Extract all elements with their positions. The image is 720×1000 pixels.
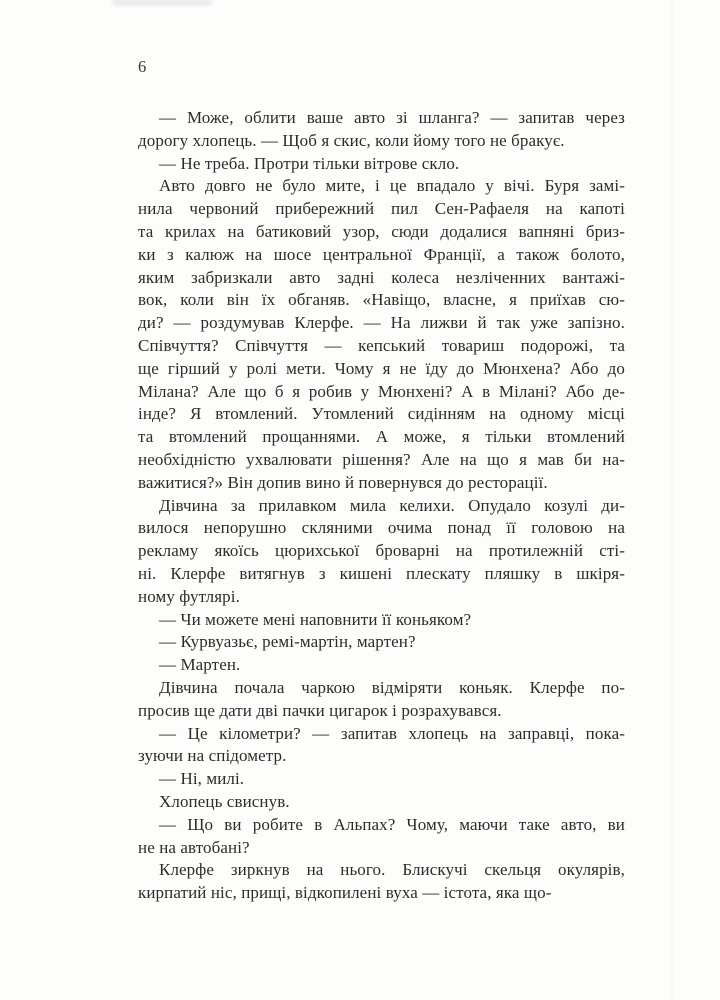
page-number: 6 [138, 57, 147, 76]
text-line: — Не треба. Протри тільки вітрове скло. [159, 153, 460, 173]
text-line: інде? Я втомлений. Утомлений сидінням на одному місці [138, 404, 625, 424]
text-line: Клерфе зиркнув на нього. Блискучі скельця окулярів, [159, 860, 625, 880]
text-line: — Мартен. [159, 655, 241, 675]
text-line: ди? — роздумував Клерфе. — На лижви й так уже запізно. [138, 313, 625, 333]
text-line: — Може, облити ваше авто зі шланга? — запитав через [159, 108, 625, 127]
text-line: — Курвуазьє, ремі-мартін, мартен? [159, 632, 416, 652]
text-line: нила червоний прибережний пил Сен-Рафаеля на капоті [138, 199, 625, 219]
text-line: Дівчина почала чаркою відміряти коньяк. Клерфе по- [159, 677, 625, 697]
text-line: та крилах на батиковий узор, сюди додалися вапняні бриз- [138, 221, 625, 241]
text-line: просив ще дати дві пачки цигарок і розрахувався. [138, 700, 502, 720]
text-line: Співчуття? Співчуття — кепський товариш подорожі, та [138, 335, 625, 355]
text-line: не на автобані? [138, 837, 250, 857]
text-line: ки з калюж на шосе центральної Франції, а також болото, [138, 244, 625, 264]
text-line: вилося непорушно скляними очима понад її головою на [138, 518, 625, 538]
text-line: — Що ви робите в Альпах? Чому, маючи таке авто, ви [159, 814, 625, 834]
text-line: ному футлярі. [138, 586, 240, 606]
text-line: та втомлений прощаннями. А може, я тільки втомлений [138, 427, 625, 447]
text-line: — Це кілометри? — запитав хлопець на заправці, пока- [159, 723, 625, 743]
text-line: — Чи можете мені наповнити її коньяком? [159, 609, 472, 629]
text-line: — Ні, милі. [159, 769, 245, 789]
text-line: дорогу хлопець. — Щоб я скис, коли йому того не бракує. [138, 130, 565, 150]
text-line: Дівчина за прилавком мила келихи. Опудало козулі ди- [159, 495, 625, 515]
text-line: зуючи на спідометр. [138, 746, 287, 766]
text-line: кирпатий ніс, прищі, відкопилені вуха — істота, яка що- [138, 883, 552, 903]
text-line: яким забризкали авто задні колеса незліченних вантажі- [138, 267, 625, 287]
text-line: Авто довго не було мите, і це впадало у вічі. Буря замі- [159, 176, 625, 196]
text-line: важитися?» Він допив вино й повернувся до ресторації. [138, 472, 548, 492]
text-line: рекламу якоїсь цюрихської броварні на протилежній сті- [138, 541, 625, 561]
text-line: Мілана? Але що б я робив у Мюнхені? А в Мілані? Або де- [138, 381, 625, 401]
text-line: необхідністю ухвалювати рішення? Але на що я мав би на- [138, 449, 625, 469]
text-line: ні. Клерфе витягнув з кишені плескату пляшку в шкіря- [138, 563, 625, 583]
text-line: вок, коли він їх обганяв. «Навіщо, власне, я приїхав сю- [138, 290, 625, 310]
text-block [138, 107, 625, 905]
scan-smudge [112, 0, 212, 5]
page-fold-line [671, 0, 673, 1000]
text-line: ще гірший у ролі мети. Чому я не їду до Мюнхена? Або до [138, 358, 625, 378]
text-line: Хлопець свиснув. [159, 791, 290, 811]
